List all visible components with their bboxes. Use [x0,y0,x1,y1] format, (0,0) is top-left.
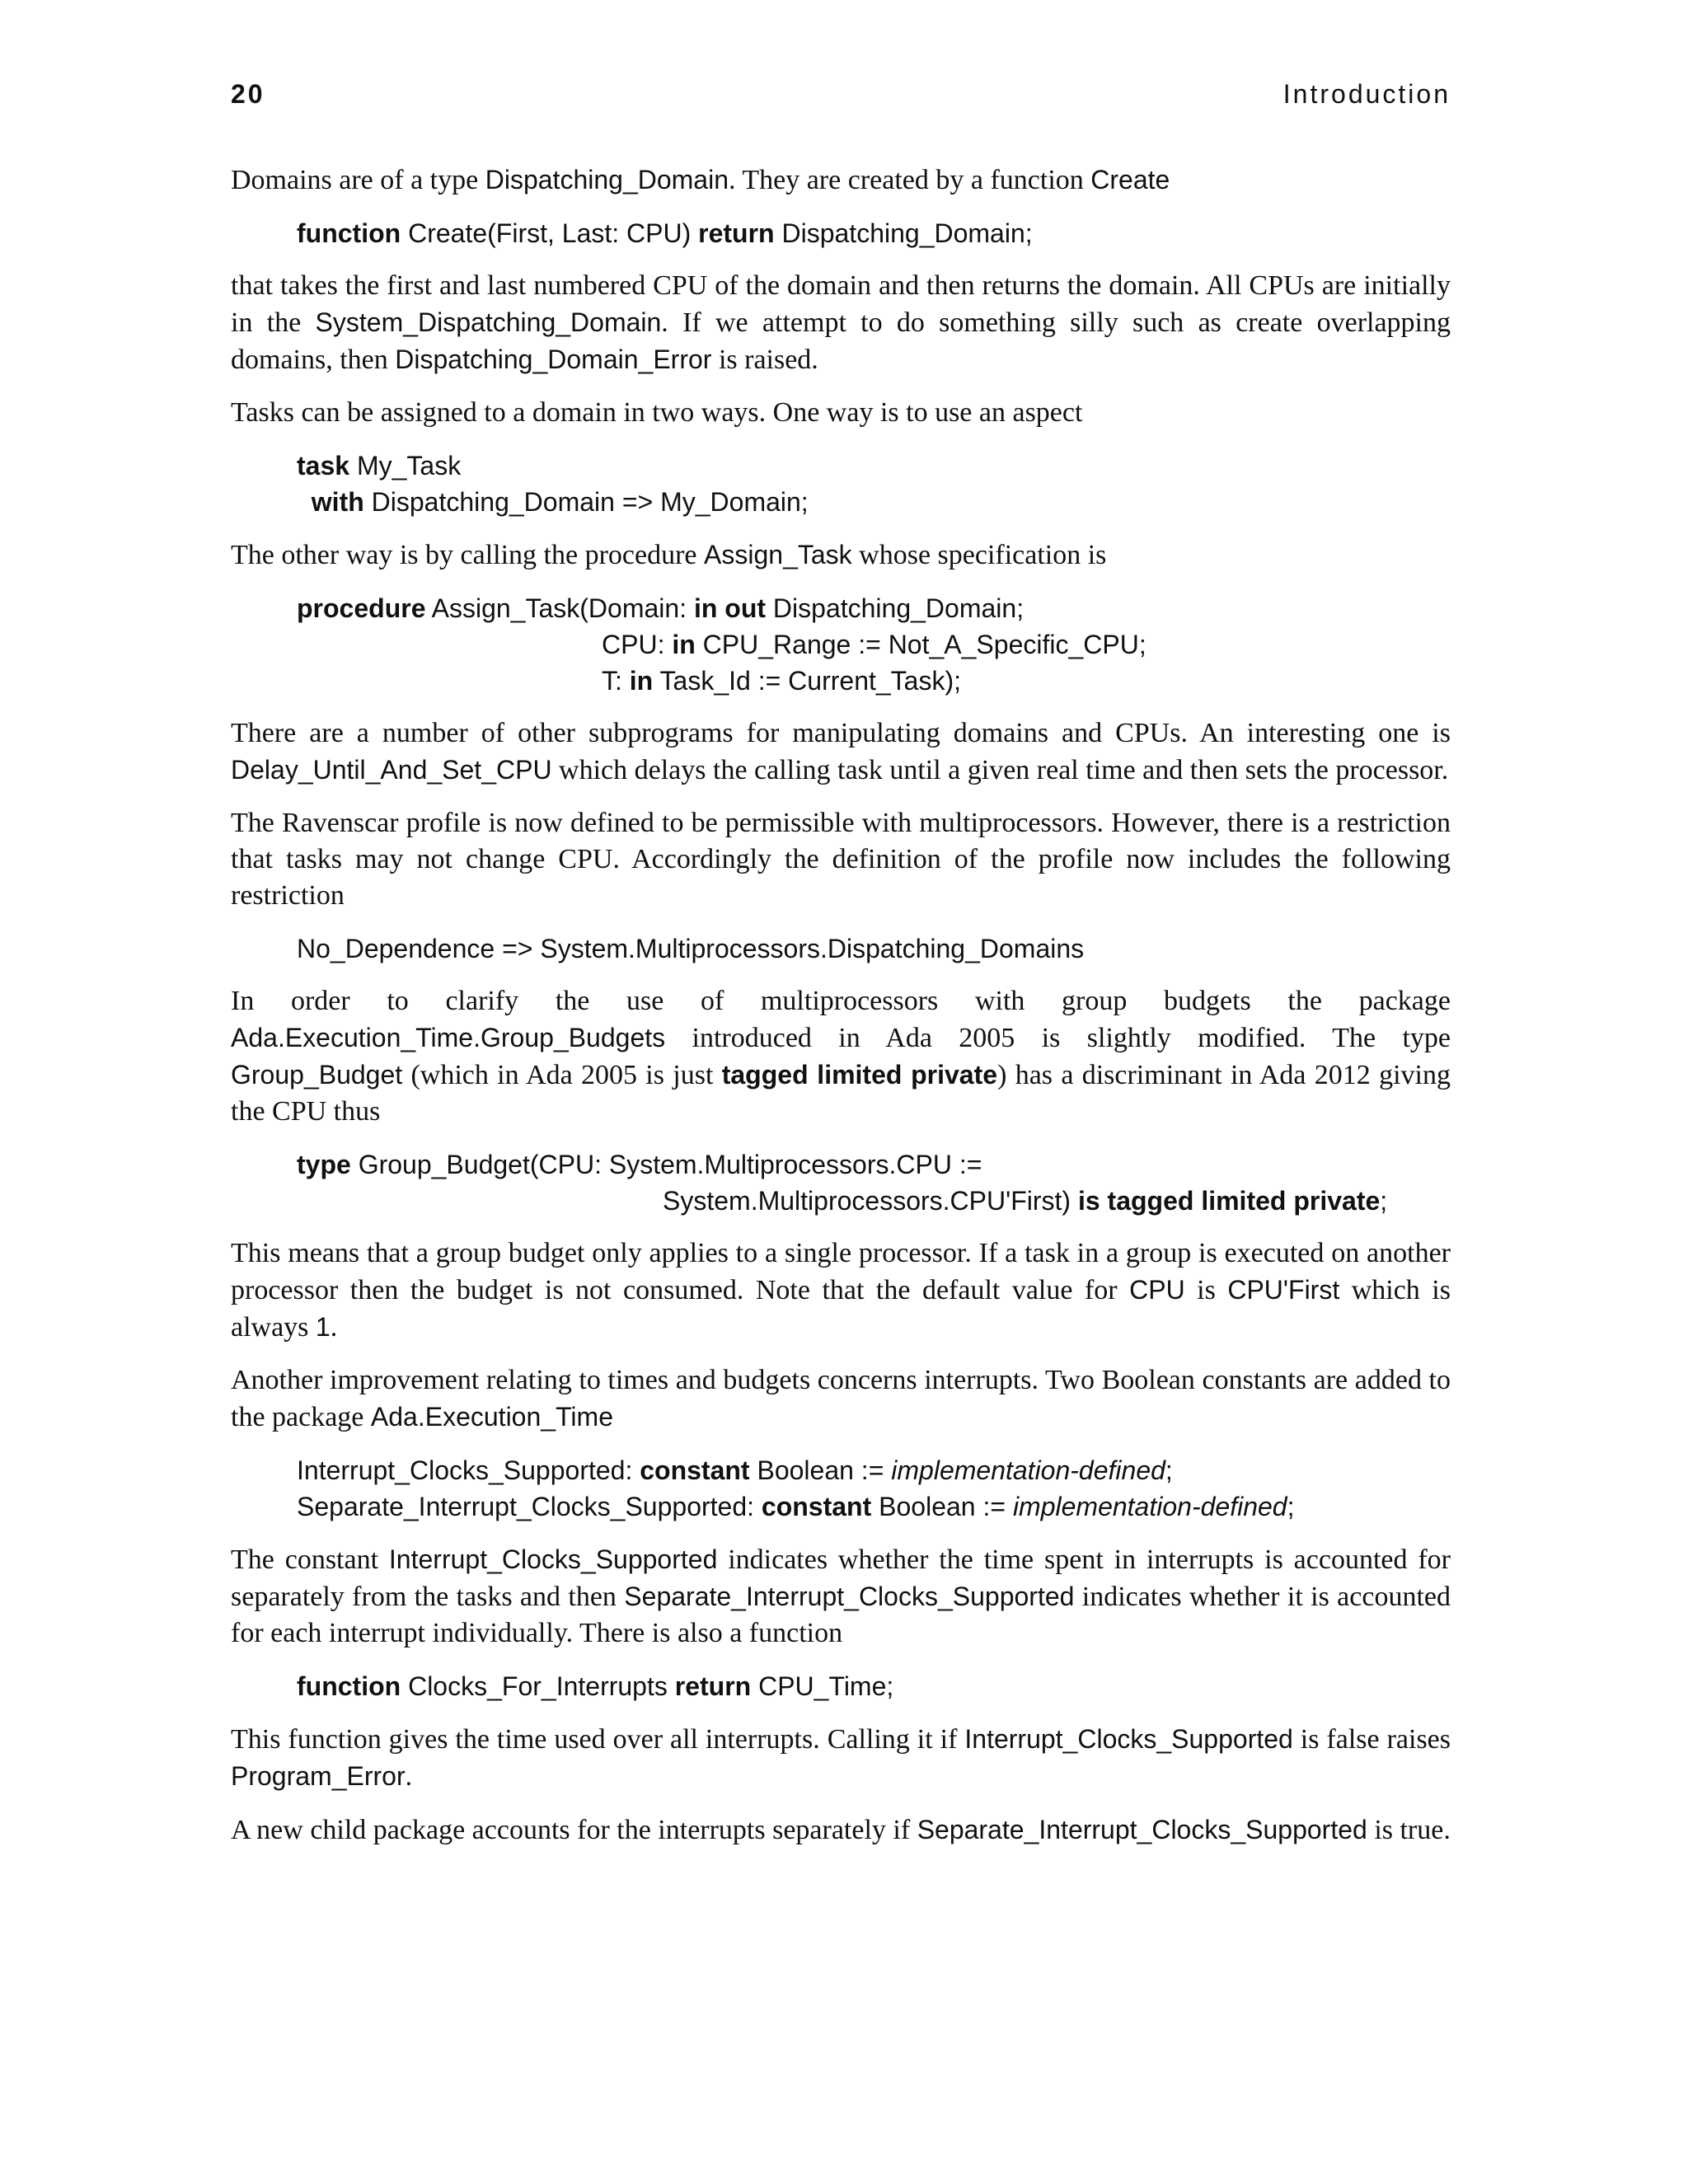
code-task-aspect: task My_Task with Dispatching_Domain => My_Domain; [297,451,809,517]
paragraph-single-processor: This means that a group budget only applies to a single processor. If a task in a group is executed on another processor then the budget is not consumed. Note that the default value for CPU is CPU'First which is always 1. [231,1238,1451,1343]
paragraph-assign-ways: Tasks can be assigned to a domain in two ways. One way is to use an aspect [231,397,1083,428]
running-head [231,79,1451,119]
code-clocks-for-interrupts: function Clocks_For_Interrupts return CPU_Time; [297,1671,894,1701]
code-assign-task-procedure: procedure Assign_Task(Domain: in out Dispatching_Domain; CPU: in CPU_Range := Not_A_Specific_CPU; T: in Task_Id := Current_Task); [297,593,1146,696]
paragraph-child-package: A new child package accounts for the interrupts separately if Separate_Interrupt_Clocks_Supported is true. [231,1815,1451,1845]
paragraph-interrupt-clocks: The constant Interrupt_Clocks_Supported indicates whether the time spent in interrupts is accounted for separately from the tasks and then Separate_Interrupt_Clocks_Supported indicates whether it is accounted for each interrupt individually. There is also a function [231,1544,1451,1648]
paragraph-interrupts: Another improvement relating to times and budgets concerns interrupts. Two Boolean constants are added to the package Ada.Execution_Time [231,1365,1451,1432]
paragraph-group-budgets: In order to clarify the use of multiprocessors with group budgets the package Ada.Execution_Time.Group_Budgets introduced in Ada 2005 is slightly modified. The type Group_Budget (which in Ada 2005 is just tagged limited private) has a discriminant in Ada 2012 giving the CPU thus [231,986,1451,1127]
paragraph-other-subprograms: There are a number of other subprograms for manipulating domains and CPUs. An interesting one is Delay_Until_And_Set_CPU which delays the calling task until a given real time and then sets the processor. [231,718,1451,785]
page-number: 20 [231,79,265,109]
paragraph-domains-type: Domains are of a type Dispatching_Domain. They are created by a function Create [231,165,1170,195]
code-interrupt-constants: Interrupt_Clocks_Supported: constant Boolean := implementation-defined; Separate_Interrupt_Clocks_Supported: constant Boolean := implementation-defined; [297,1455,1295,1521]
paragraph-assign-task: The other way is by calling the procedure Assign_Task whose specification is [231,540,1107,570]
code-create-function: function Create(First, Last: CPU) return Dispatching_Domain; [297,218,1033,248]
code-restriction: No_Dependence => System.Multiprocessors.Dispatching_Domains [297,934,1085,963]
chapter-title: Introduction [1282,79,1451,109]
code-group-budget-type: type Group_Budget(CPU: System.Multiprocessors.CPU := System.Multiprocessors.CPU'First) is tagged limited private; [297,1150,1388,1216]
paragraph-function-time: This function gives the time used over all interrupts. Calling it if Interrupt_Clocks_Supported is false raises Program_Error. [231,1724,1451,1792]
paragraph-create-explanation: that takes the first and last numbered CPU of the domain and then returns the domain. All CPUs are initially in the System_Dispatching_Domain. If we attempt to do something silly such as create overlapping domains, then Dispatching_Domain_Error is raised. [231,270,1451,375]
page-body [231,162,1451,1865]
paragraph-ravenscar: The Ravenscar profile is now defined to be permissible with multiprocessors. However, there is a restriction that tasks may not change CPU. Accordingly the definition of the profile now includes the following restriction [231,808,1451,911]
